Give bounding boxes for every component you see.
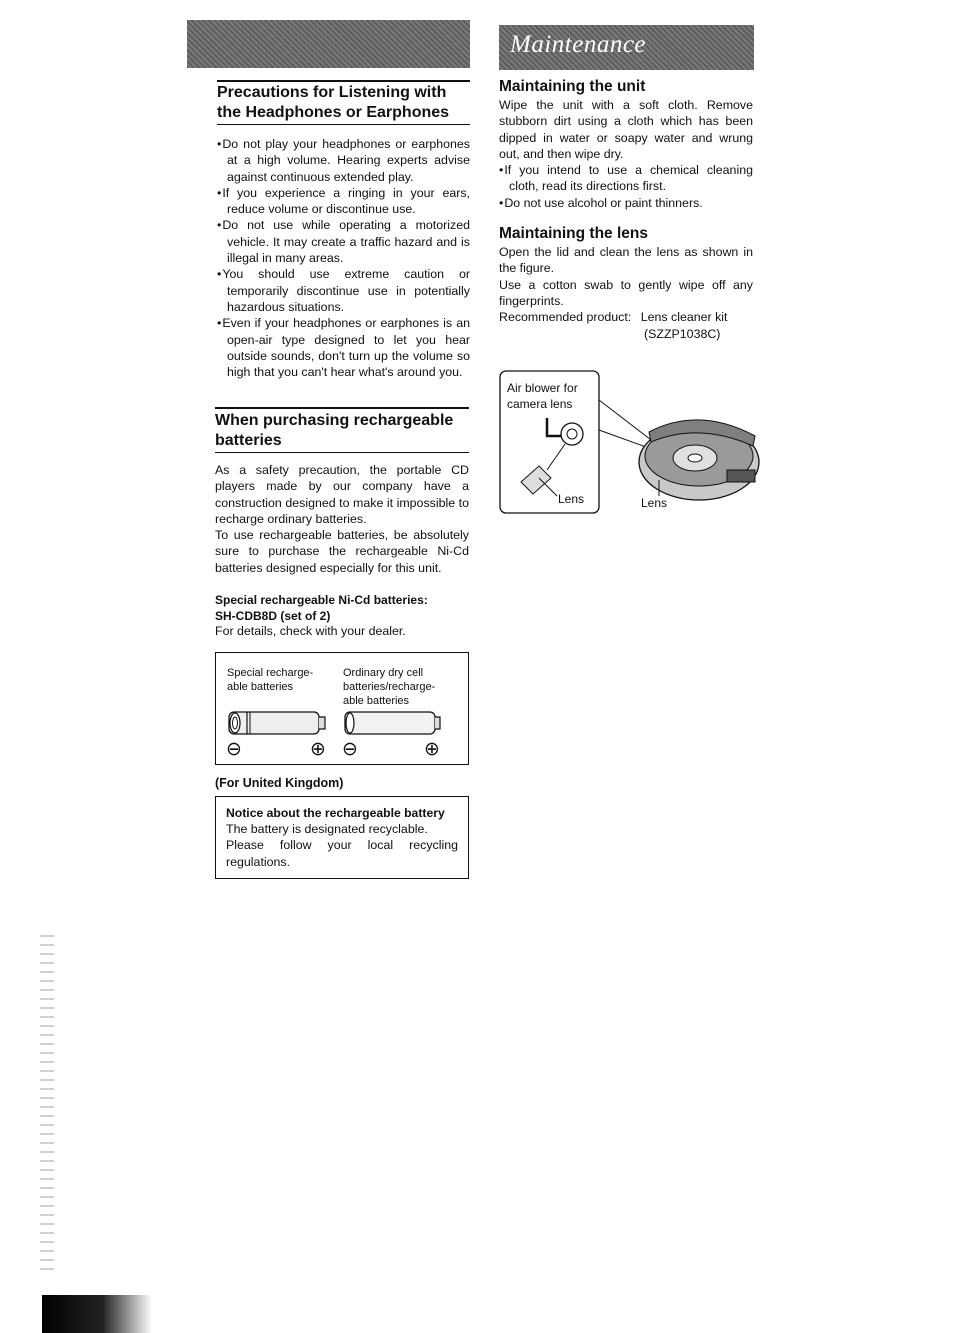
blower-caption [507, 380, 578, 412]
batteries-text [215, 462, 469, 576]
precautions-heading-line2: the Headphones or Earphones [217, 104, 450, 121]
maintenance-banner [499, 25, 754, 70]
batteries-bottom-rule [215, 452, 469, 453]
batteries-top-rule [215, 407, 469, 409]
recommended-product [499, 309, 759, 325]
batteries-heading-line1: When purchasing rechargeable [215, 412, 454, 429]
notice-line1: The battery is designated recyclable. [226, 822, 428, 836]
precautions-bottom-rule [217, 124, 470, 125]
recommended-name: Lens cleaner kit [640, 310, 728, 324]
batteries-para2: To use rechargeable batteries, be absolutely sure to purchase the rechargeable Ni-Cd batteries designed especially for this unit. [215, 528, 469, 575]
ordinary-battery-caption [343, 666, 435, 708]
precautions-list [217, 136, 470, 380]
precautions-heading [217, 83, 477, 123]
list-item: • Even if your headphones or earphones is an open-air type designed to let you hear outside sounds, don't turn up the volume so high that you can't hear what's around you. [217, 315, 470, 380]
batteries-heading [215, 411, 475, 451]
precautions-heading-line1: Precautions for Listening with [217, 84, 447, 101]
maintaining-lens-heading: Maintaining the lens [499, 225, 648, 242]
blower-caption-line1: Air blower for [507, 381, 578, 395]
unit-notes-list [499, 162, 753, 211]
list-item: • If you experience a ringing in your ears, reduce volume or discontinue use. [217, 185, 470, 218]
scan-edge-artifact [42, 1295, 152, 1333]
plus-symbol: ⊕ [424, 738, 440, 760]
left-header-banner [187, 20, 470, 68]
ordinary-caption-line2: batteries/recharge- [343, 681, 436, 693]
maintaining-lens-text [499, 244, 753, 309]
details-text: For details, check with your dealer. [215, 624, 406, 638]
special-battery-caption [227, 666, 313, 694]
lens-label-inner: Lens [558, 492, 585, 506]
recommended-code: (SZZP1038C) [644, 327, 721, 341]
lens-para2: Use a cotton swab to gently wipe off any fingerprints. [499, 277, 753, 308]
batteries-para1: As a safety precaution, the portable CD players made by our company have a construction designed to make it impossible to recharge ordinary batteries. [215, 463, 469, 526]
minus-symbol: ⊖ [342, 738, 358, 760]
plus-symbol: ⊕ [310, 738, 326, 760]
list-item: • Do not use alcohol or paint thinners. [499, 195, 753, 211]
special-label: Special rechargeable Ni-Cd batteries: [215, 593, 428, 607]
lens-cleaning-figure [499, 370, 764, 516]
precautions-top-rule [217, 80, 470, 82]
lens-label-outer: Lens [641, 496, 668, 510]
uk-notice-box [215, 796, 469, 879]
list-item: • If you intend to use a chemical cleaning cloth, read its directions first. [499, 162, 753, 195]
minus-symbol: ⊖ [226, 738, 242, 760]
notice-title: Notice about the rechargeable battery [226, 806, 445, 820]
scan-speckle [40, 930, 54, 1270]
list-item: • You should use extreme caution or temporarily discontinue use in potentially hazardous situations. [217, 266, 470, 315]
unit-para: Wipe the unit with a soft cloth. Remove stubborn dirt using a cloth which has been dipped in water or soapy water and wrung out, and then wipe dry. [499, 98, 753, 161]
notice-line2: Please follow your local recycling regulations. [226, 838, 458, 869]
uk-heading: (For United Kingdom) [215, 776, 344, 790]
maintaining-unit-heading: Maintaining the unit [499, 78, 646, 95]
list-item: • Do not use while operating a motorized vehicle. It may create a traffic hazard and is illegal in many areas. [217, 217, 470, 266]
list-item: • Do not play your headphones or earphones at a high volume. Hearing experts advise against continuous extended play. [217, 136, 470, 185]
maintaining-unit-text [499, 97, 753, 162]
batteries-heading-line2: batteries [215, 432, 282, 449]
special-caption-line1: Special recharge- [227, 667, 314, 679]
lens-para1: Open the lid and clean the lens as shown in the figure. [499, 245, 753, 276]
special-caption-line2: able batteries [227, 681, 294, 693]
ordinary-caption-line1: Ordinary dry cell [343, 667, 424, 679]
recommended-label: Recommended product: [499, 310, 632, 324]
battery-figure [215, 652, 469, 765]
blower-caption-line2: camera lens [507, 397, 573, 411]
maintenance-title: Maintenance [510, 31, 647, 58]
special-batteries-info [215, 593, 475, 640]
ordinary-caption-line3: able batteries [343, 695, 410, 707]
special-model: SH-CDB8D (set of 2) [215, 608, 331, 623]
special-battery-drawing [225, 708, 329, 738]
ordinary-battery-drawing [341, 708, 445, 738]
